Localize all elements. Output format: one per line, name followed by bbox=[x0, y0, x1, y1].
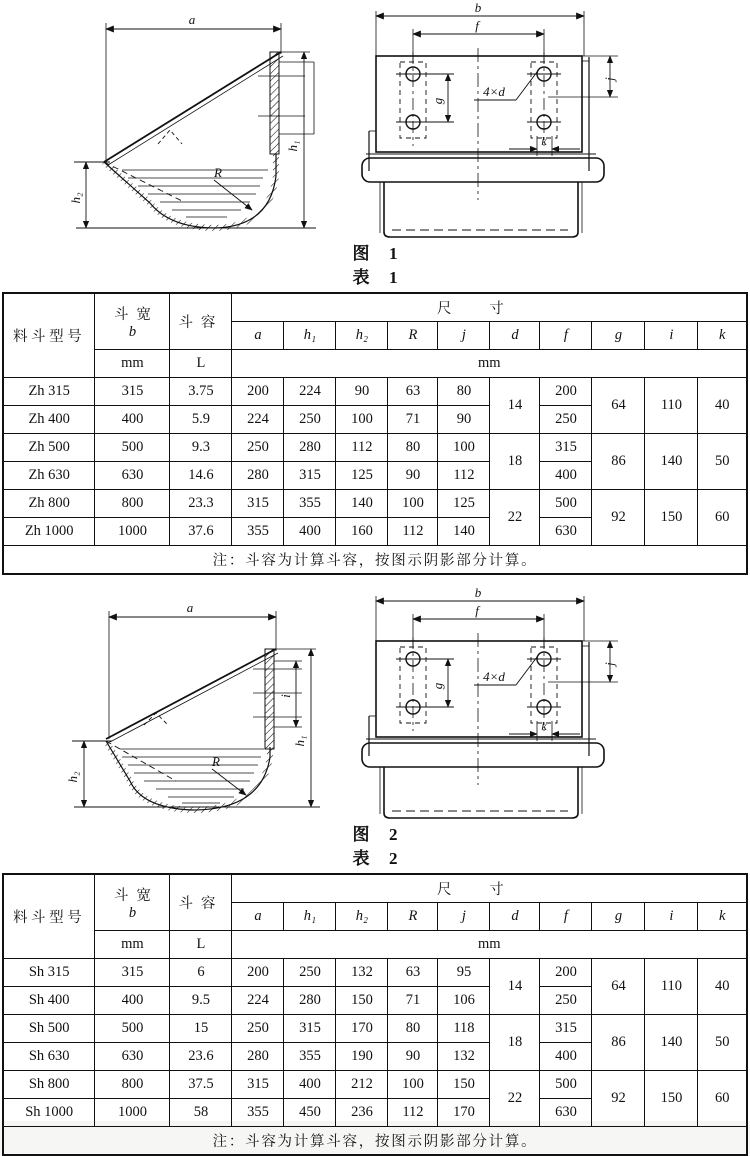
cell-h2: 90 bbox=[336, 378, 388, 406]
cell-b: 630 bbox=[95, 1043, 170, 1071]
volume-unit: L bbox=[170, 931, 232, 959]
cell-i: 110 bbox=[645, 378, 698, 434]
figure-1-front-view bbox=[356, 0, 686, 240]
cell-h2: 112 bbox=[336, 434, 388, 462]
cell-vol: 6 bbox=[170, 959, 232, 987]
bucket-width-label: 斗宽 bbox=[113, 306, 159, 323]
cell-h2: 160 bbox=[336, 518, 388, 546]
dim-label-a: a bbox=[188, 12, 196, 27]
cell-j: 125 bbox=[438, 490, 490, 518]
cell-a: 200 bbox=[232, 378, 284, 406]
cell-R: 80 bbox=[388, 1015, 438, 1043]
dims-unit: mm bbox=[232, 931, 747, 959]
dim-label-f: f bbox=[475, 18, 479, 33]
col-header-volume: 斗容 bbox=[170, 293, 232, 350]
dim-label-k: k bbox=[541, 719, 547, 733]
cell-h1: 250 bbox=[284, 406, 336, 434]
cell-R: 71 bbox=[388, 406, 438, 434]
col-header-bucket-width bbox=[95, 874, 170, 931]
bucket-width-symbol: b bbox=[128, 904, 137, 921]
cell-f: 200 bbox=[540, 378, 592, 406]
cell-b: 630 bbox=[95, 462, 170, 490]
dim-label-h2: h₂ bbox=[68, 192, 83, 204]
col-header-h1: h₁ bbox=[284, 903, 336, 931]
cell-a: 224 bbox=[232, 987, 284, 1015]
cell-vol: 14.6 bbox=[170, 462, 232, 490]
figure-1-side-view bbox=[64, 4, 334, 240]
cell-f: 400 bbox=[540, 1043, 592, 1071]
cell-a: 355 bbox=[232, 518, 284, 546]
cell-a: 250 bbox=[232, 434, 284, 462]
dims-unit: mm bbox=[232, 350, 747, 378]
bucket-width-label: 斗宽 bbox=[113, 887, 159, 904]
holes-count-label: 4×d bbox=[483, 669, 505, 684]
figure-2 bbox=[0, 585, 750, 821]
cell-h1: 280 bbox=[284, 434, 336, 462]
table-1-note: 注：斗容为计算斗容，按图示阴影部分计算。 bbox=[3, 546, 747, 575]
cell-h1: 355 bbox=[284, 1043, 336, 1071]
cell-h2: 132 bbox=[336, 959, 388, 987]
cell-j: 80 bbox=[438, 378, 490, 406]
cell-vol: 37.6 bbox=[170, 518, 232, 546]
cell-d: 18 bbox=[490, 1015, 540, 1071]
dim-label-b: b bbox=[474, 585, 482, 600]
cell-i: 140 bbox=[645, 434, 698, 490]
cell-b: 800 bbox=[95, 1071, 170, 1099]
cell-j: 132 bbox=[438, 1043, 490, 1071]
col-header-f: f bbox=[540, 903, 592, 931]
drawing-lines bbox=[74, 23, 316, 228]
col-header-dimensions: 尺寸 bbox=[232, 293, 747, 322]
col-header-k: k bbox=[698, 322, 747, 350]
bucket-width-symbol: b bbox=[128, 323, 137, 340]
cell-f: 315 bbox=[540, 434, 592, 462]
cell-a: 250 bbox=[232, 1015, 284, 1043]
cell-i: 150 bbox=[645, 1071, 698, 1127]
dim-label-g: g bbox=[430, 682, 445, 690]
cell-model: Sh 630 bbox=[3, 1043, 95, 1071]
cell-model: Sh 800 bbox=[3, 1071, 95, 1099]
cell-g: 86 bbox=[592, 434, 645, 490]
table-row bbox=[3, 1015, 747, 1043]
cell-b: 500 bbox=[95, 434, 170, 462]
cell-j: 150 bbox=[438, 1071, 490, 1099]
holes-count-label: 4×d bbox=[483, 84, 505, 99]
cell-model: Sh 1000 bbox=[3, 1099, 95, 1127]
cell-d: 22 bbox=[490, 490, 540, 546]
cell-j: 95 bbox=[438, 959, 490, 987]
cell-R: 100 bbox=[388, 490, 438, 518]
cell-a: 355 bbox=[232, 1099, 284, 1127]
cell-k: 40 bbox=[698, 378, 747, 434]
cell-h2: 100 bbox=[336, 406, 388, 434]
col-header-a: a bbox=[232, 322, 284, 350]
cell-R: 90 bbox=[388, 462, 438, 490]
cell-model: Zh 400 bbox=[3, 406, 95, 434]
cell-vol: 15 bbox=[170, 1015, 232, 1043]
cell-R: 63 bbox=[388, 378, 438, 406]
cell-a: 280 bbox=[232, 1043, 284, 1071]
cell-k: 60 bbox=[698, 490, 747, 546]
cell-model: Zh 1000 bbox=[3, 518, 95, 546]
cell-h2: 125 bbox=[336, 462, 388, 490]
cell-j: 100 bbox=[438, 434, 490, 462]
cell-h2: 150 bbox=[336, 987, 388, 1015]
cell-d: 14 bbox=[490, 378, 540, 434]
cell-a: 200 bbox=[232, 959, 284, 987]
col-header-bucket-width bbox=[95, 293, 170, 350]
dim-label-i: i bbox=[278, 694, 293, 698]
cell-model: Zh 630 bbox=[3, 462, 95, 490]
cell-g: 64 bbox=[592, 959, 645, 1015]
cell-model: Zh 500 bbox=[3, 434, 95, 462]
cell-h1: 224 bbox=[284, 378, 336, 406]
cell-model: Sh 500 bbox=[3, 1015, 95, 1043]
cell-g: 86 bbox=[592, 1015, 645, 1071]
cell-d: 18 bbox=[490, 434, 540, 490]
col-header-d: d bbox=[490, 903, 540, 931]
cell-vol: 9.3 bbox=[170, 434, 232, 462]
col-header-g: g bbox=[592, 903, 645, 931]
cell-f: 200 bbox=[540, 959, 592, 987]
dim-label-j: j bbox=[602, 77, 617, 81]
cell-i: 150 bbox=[645, 490, 698, 546]
volume-unit: L bbox=[170, 350, 232, 378]
cell-h2: 140 bbox=[336, 490, 388, 518]
cell-g: 64 bbox=[592, 378, 645, 434]
cell-model: Sh 315 bbox=[3, 959, 95, 987]
cell-j: 118 bbox=[438, 1015, 490, 1043]
col-header-model: 料斗型号 bbox=[3, 874, 95, 959]
cell-a: 315 bbox=[232, 1071, 284, 1099]
dim-label-f: f bbox=[475, 603, 479, 618]
table-2-note: 注：斗容为计算斗容，按图示阴影部分计算。 bbox=[3, 1127, 747, 1156]
col-header-h2: h₂ bbox=[336, 322, 388, 350]
cell-j: 170 bbox=[438, 1099, 490, 1127]
cell-vol: 3.75 bbox=[170, 378, 232, 406]
cell-i: 140 bbox=[645, 1015, 698, 1071]
cell-h1: 250 bbox=[284, 959, 336, 987]
cell-vol: 5.9 bbox=[170, 406, 232, 434]
cell-a: 315 bbox=[232, 490, 284, 518]
cell-a: 280 bbox=[232, 462, 284, 490]
cell-h1: 315 bbox=[284, 462, 336, 490]
col-header-R: R bbox=[388, 903, 438, 931]
col-header-model: 料斗型号 bbox=[3, 293, 95, 378]
cell-f: 250 bbox=[540, 406, 592, 434]
cell-vol: 37.5 bbox=[170, 1071, 232, 1099]
cell-j: 106 bbox=[438, 987, 490, 1015]
cell-h2: 190 bbox=[336, 1043, 388, 1071]
cell-f: 500 bbox=[540, 490, 592, 518]
figure-1-caption: 图 1 bbox=[352, 244, 398, 263]
figure-2-caption: 图 2 bbox=[352, 825, 398, 844]
cell-f: 250 bbox=[540, 987, 592, 1015]
dim-label-g: g bbox=[430, 97, 445, 105]
figure-1 bbox=[0, 0, 750, 240]
cell-k: 60 bbox=[698, 1071, 747, 1127]
cell-R: 112 bbox=[388, 518, 438, 546]
dim-label-k: k bbox=[541, 134, 547, 148]
cell-b: 400 bbox=[95, 987, 170, 1015]
cell-j: 112 bbox=[438, 462, 490, 490]
dim-label-h1: h₁ bbox=[292, 735, 307, 747]
col-header-i: i bbox=[645, 322, 698, 350]
table-row bbox=[3, 959, 747, 987]
cell-b: 315 bbox=[95, 378, 170, 406]
dim-label-R: R bbox=[214, 165, 222, 180]
col-header-j: j bbox=[438, 903, 490, 931]
table-2-caption: 表 2 bbox=[352, 849, 398, 868]
cell-d: 14 bbox=[490, 959, 540, 1015]
cell-b: 1000 bbox=[95, 518, 170, 546]
col-header-dimensions: 尺寸 bbox=[232, 874, 747, 903]
col-header-volume: 斗容 bbox=[170, 874, 232, 931]
cell-h1: 355 bbox=[284, 490, 336, 518]
figure-2-side-view bbox=[64, 589, 334, 821]
col-header-h2: h₂ bbox=[336, 903, 388, 931]
table-row bbox=[3, 490, 747, 518]
cell-h1: 400 bbox=[284, 1071, 336, 1099]
dim-label-a: a bbox=[186, 600, 194, 615]
cell-h1: 280 bbox=[284, 987, 336, 1015]
cell-j: 140 bbox=[438, 518, 490, 546]
cell-d: 22 bbox=[490, 1071, 540, 1127]
cell-vol: 58 bbox=[170, 1099, 232, 1127]
cell-g: 92 bbox=[592, 490, 645, 546]
cell-b: 315 bbox=[95, 959, 170, 987]
col-header-i: i bbox=[645, 903, 698, 931]
col-header-h1: h₁ bbox=[284, 322, 336, 350]
dim-label-h1: h₁ bbox=[285, 140, 300, 152]
cell-R: 112 bbox=[388, 1099, 438, 1127]
cell-model: Zh 800 bbox=[3, 490, 95, 518]
cell-k: 40 bbox=[698, 959, 747, 1015]
cell-f: 630 bbox=[540, 1099, 592, 1127]
cell-h1: 315 bbox=[284, 1015, 336, 1043]
cell-model: Sh 400 bbox=[3, 987, 95, 1015]
cell-b: 1000 bbox=[95, 1099, 170, 1127]
dim-label-j: j bbox=[602, 662, 617, 666]
drawing-lines bbox=[72, 611, 320, 810]
cell-i: 110 bbox=[645, 959, 698, 1015]
cell-model: Zh 315 bbox=[3, 378, 95, 406]
cell-h1: 450 bbox=[284, 1099, 336, 1127]
table-1 bbox=[2, 292, 748, 575]
cell-b: 500 bbox=[95, 1015, 170, 1043]
dim-label-R: R bbox=[212, 754, 220, 769]
cell-g: 92 bbox=[592, 1071, 645, 1127]
drawing-lines bbox=[362, 11, 618, 237]
cell-h2: 236 bbox=[336, 1099, 388, 1127]
figure-2-front-view bbox=[356, 585, 686, 821]
dim-label-h2: h₂ bbox=[65, 771, 80, 783]
cell-R: 63 bbox=[388, 959, 438, 987]
col-header-a: a bbox=[232, 903, 284, 931]
cell-R: 71 bbox=[388, 987, 438, 1015]
drawing-lines bbox=[362, 596, 618, 818]
table-row bbox=[3, 378, 747, 406]
col-header-g: g bbox=[592, 322, 645, 350]
cell-h2: 170 bbox=[336, 1015, 388, 1043]
cell-j: 90 bbox=[438, 406, 490, 434]
table-row bbox=[3, 434, 747, 462]
cell-f: 315 bbox=[540, 1015, 592, 1043]
cell-k: 50 bbox=[698, 434, 747, 490]
cell-a: 224 bbox=[232, 406, 284, 434]
cell-R: 100 bbox=[388, 1071, 438, 1099]
cell-vol: 23.3 bbox=[170, 490, 232, 518]
col-header-d: d bbox=[490, 322, 540, 350]
table-1-caption: 表 1 bbox=[352, 268, 398, 287]
cell-f: 500 bbox=[540, 1071, 592, 1099]
cell-R: 80 bbox=[388, 434, 438, 462]
cell-vol: 9.5 bbox=[170, 987, 232, 1015]
col-header-j: j bbox=[438, 322, 490, 350]
cell-k: 50 bbox=[698, 1015, 747, 1071]
cell-h1: 400 bbox=[284, 518, 336, 546]
cell-R: 90 bbox=[388, 1043, 438, 1071]
cell-f: 630 bbox=[540, 518, 592, 546]
width-unit: mm bbox=[95, 350, 170, 378]
cell-b: 800 bbox=[95, 490, 170, 518]
cell-vol: 23.6 bbox=[170, 1043, 232, 1071]
cell-b: 400 bbox=[95, 406, 170, 434]
col-header-k: k bbox=[698, 903, 747, 931]
col-header-f: f bbox=[540, 322, 592, 350]
width-unit: mm bbox=[95, 931, 170, 959]
dim-label-b: b bbox=[474, 0, 482, 15]
table-row bbox=[3, 1071, 747, 1099]
cell-f: 400 bbox=[540, 462, 592, 490]
col-header-R: R bbox=[388, 322, 438, 350]
cell-h2: 212 bbox=[336, 1071, 388, 1099]
table-2 bbox=[2, 873, 748, 1156]
